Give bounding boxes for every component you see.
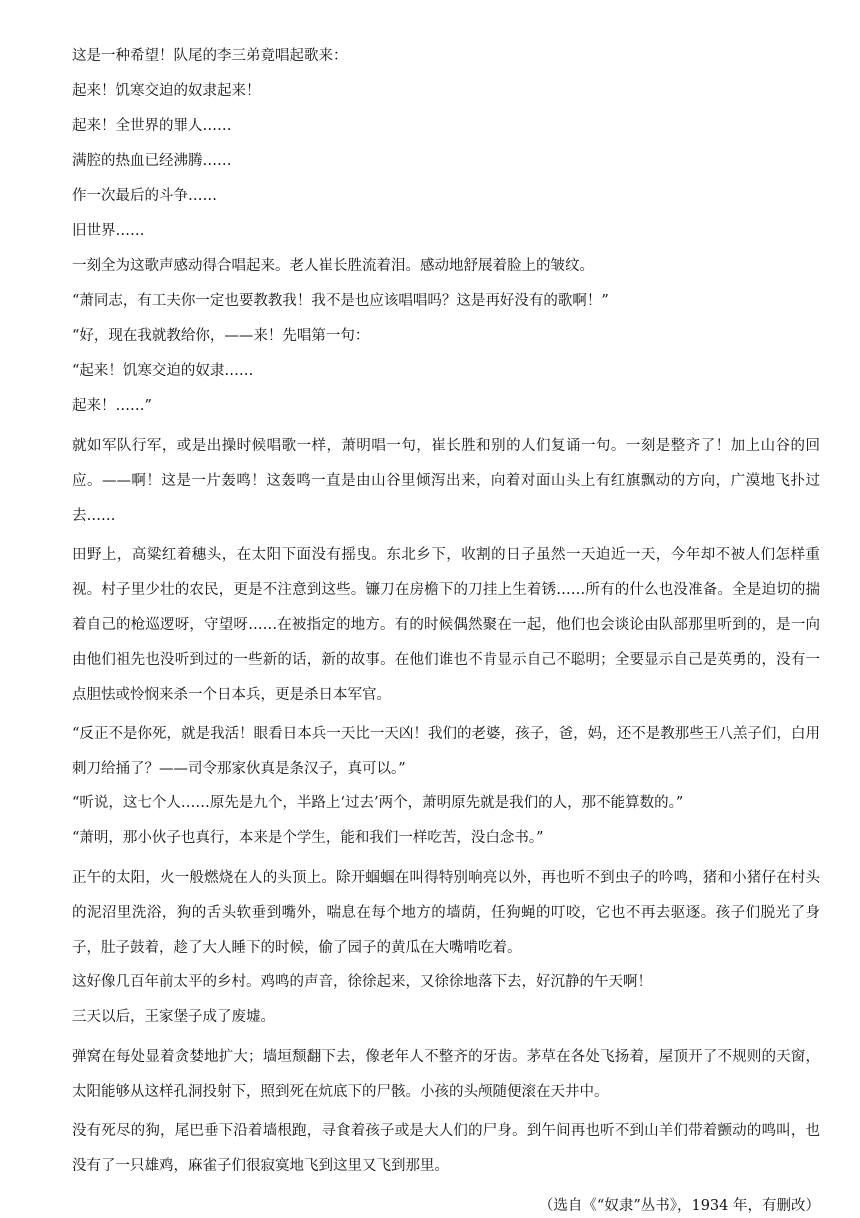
text-line: 起来！……” (72, 398, 152, 414)
paragraph: “反正不是你死，就是我活！眼看日本兵一天比一天凶！我们的老婆，孩子，爸，妈，还不是教那些王八羔子们，白用刺刀给捅了？——司令那家伙真是条汉子，真可以。” (72, 726, 820, 777)
text-line: 这是一种希望！队尾的李三弟竟唱起歌来： (72, 48, 348, 64)
paragraph: 正午的太阳，火一般燃烧在人的头顶上。除开蝈蝈在叫得特别响亮以外，再也听不到虫子的吟鸣，猪和小猪仔在村头的泥沼里洗浴，狗的舌头软垂到嘴外，喘息在每个地方的墙荫，任狗蝇的叮咬，它也不再去驱逐。孩子们脱光了身子，肚子鼓着，趁了大人睡下的时候，偷了园子的黄瓜在大嘴啃吃着。 (72, 870, 820, 956)
paragraph: 就如军队行军，或是出操时候唱歌一样，萧明唱一句，崔长胜和别的人们复诵一句。一刻是整齐了！加上山谷的回应。——啊！这是一片轰鸣！这轰鸣一直是由山谷里倾泻出来，向着对面山头上有红旗飘动的方向，广漠地飞扑过去…… (72, 438, 820, 524)
text-line: 旧世界…… (72, 223, 145, 239)
text-line: 作一次最后的斗争…… (72, 188, 217, 204)
paragraph: 没有死尽的狗，尾巴垂下沿着墙根跑，寻食着孩子或是大人们的尸身。到午间再也听不到山羊们带着颤动的鸣叫，也没有了一只雄鸡，麻雀子们很寂寞地飞到这里又飞到那里。 (72, 1123, 820, 1174)
text-line: “萧明，那小伙子也真行，本来是个学生，能和我们一样吃苦，没白念书。” (72, 830, 544, 846)
text-line: “起来！饥寒交迫的奴隶…… (72, 363, 254, 379)
text-line: 这好像几百年前太平的乡村。鸡鸣的声音，徐徐起来，又徐徐地落下去，好沉静的午天啊！ (72, 974, 652, 990)
text-line: 一刻全为这歌声感动得合唱起来。老人崔长胜流着泪。感动地舒展着脸上的皱纹。 (72, 258, 594, 274)
text-line: “听说，这七个人……原先是九个，半路上‘过去’两个，萧明原先就是我们的人，那不能算数的。” (72, 795, 684, 811)
text-line: 三天以后，王家堡子成了废墟。 (72, 1009, 275, 1025)
text-line: 起来！全世界的罪人…… (72, 118, 232, 134)
text-line: 满腔的热血已经沸腾…… (72, 153, 232, 169)
paragraph: 田野上，高粱红着穗头，在太阳下面没有摇曳。东北乡下，收割的日子虽然一天迫近一天，今年却不被人们怎样重视。村子里少壮的农民，更是不注意到这些。镰刀在房檐下的刀挂上生着锈……所有的什么也没准备。全是迫切的揣着自己的枪巡逻呀，守望呀……在被指定的地方。有的时候偶然聚在一起，他们也会谈论由队部那里听到的，是一向由他们祖先也没听到过的一些新的话，新的故事。在他们谁也不肯显示自己不聪明；全要显示自己是英勇的，没有一点胆怯或怜悯来杀一个日本兵，更是杀日本军官。 (72, 547, 820, 703)
text-line: 起来！饥寒交迫的奴隶起来！ (72, 83, 261, 99)
text-line: “萧同志，有工夫你一定也要教教我！我不是也应该唱唱吗？这是再好没有的歌啊！” (72, 293, 609, 309)
text-line: “好，现在我就教给你，——来！先唱第一句： (72, 328, 370, 344)
source-citation: （选自《“奴隶”丛书》，1934 年，有删改） (538, 1198, 820, 1214)
paragraph: 弹窝在每处显着贪婪地扩大；墙垣颓翻下去，像老年人不整齐的牙齿。茅草在各处飞扬着，屋顶开了不规则的天窗，太阳能够从这样孔洞投射下，照到死在炕底下的尸骸。小孩的头颅随便滚在天井中。 (72, 1049, 820, 1100)
